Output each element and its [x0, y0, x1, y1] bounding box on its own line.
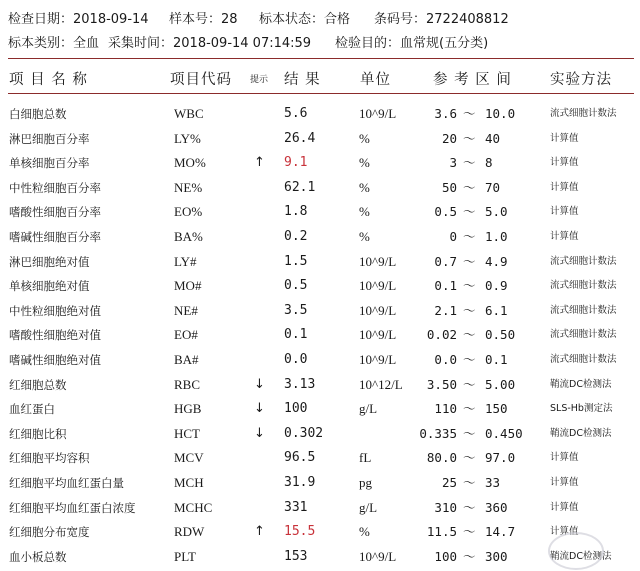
ref-low: 2.1 [434, 302, 457, 318]
ref-low: 0.5 [434, 204, 457, 220]
item-code: MO# [174, 278, 202, 294]
item-name: 中性粒细胞百分率 [9, 180, 101, 195]
test-method: 计算值 [550, 181, 579, 193]
unit: 10^9/L [359, 352, 397, 367]
column-header-unit: 单位 [360, 72, 391, 88]
table-row [0, 520, 640, 544]
item-code: HGB [174, 401, 202, 417]
table-row [0, 200, 640, 224]
item-name: 嗜酸性细胞百分率 [9, 205, 101, 220]
ref-low: 3.6 [434, 106, 457, 121]
table-row [0, 250, 640, 274]
test-method: 鞘流DC检测法 [550, 378, 612, 390]
result-value: 0.0 [284, 352, 308, 367]
header-field: 条码号：2722408812 [374, 12, 509, 27]
item-name: 单核细胞百分率 [9, 156, 90, 171]
result-value: 3.13 [284, 376, 316, 392]
ref-high: 5.00 [485, 376, 516, 392]
item-name: 红细胞分布宽度 [9, 525, 90, 540]
item-code: LY% [174, 130, 201, 146]
test-method: 鞘流DC检测法 [550, 550, 612, 562]
unit: % [359, 179, 370, 195]
item-code: WBC [174, 106, 204, 121]
test-method: 计算值 [550, 526, 579, 538]
result-value: 0.5 [284, 278, 308, 294]
test-method: 计算值 [550, 477, 579, 488]
unit: g/L [359, 499, 378, 515]
table-row [0, 397, 640, 421]
ref-separator: ～ [463, 327, 476, 343]
ref-low: 310 [434, 499, 457, 515]
table-row [0, 176, 640, 200]
ref-low: 3 [449, 155, 457, 171]
result-value: 153 [284, 548, 308, 564]
test-method: SLS-Hb测定法 [550, 403, 613, 415]
ref-low: 100 [434, 548, 457, 564]
unit: 10^9/L [359, 253, 397, 269]
item-code: EO% [174, 204, 203, 220]
ref-separator: ～ [463, 548, 476, 564]
item-name: 血红蛋白 [9, 402, 55, 417]
item-code: MCHC [174, 499, 213, 515]
item-code: MCV [174, 450, 204, 466]
table-row [0, 127, 640, 151]
unit: 10^9/L [359, 327, 397, 343]
item-name: 红细胞总数 [9, 377, 67, 392]
ref-low: 3.50 [426, 376, 457, 392]
result-value: 96.5 [284, 450, 316, 466]
unit: % [359, 155, 370, 171]
column-header-reference: 参 考 区 间 [433, 72, 512, 88]
ref-high: 150 [485, 401, 508, 417]
abnormal-flag: ↓ [254, 376, 265, 392]
test-method: 流式细胞计数法 [550, 354, 617, 365]
ref-high: 40 [485, 130, 501, 146]
item-code: LY# [174, 253, 197, 269]
ref-separator: ～ [463, 302, 476, 318]
watermark-logo [548, 532, 604, 570]
test-method: 计算值 [550, 501, 579, 513]
ref-separator: ～ [463, 155, 476, 171]
ref-high: 10.0 [485, 106, 516, 121]
ref-high: 1.0 [485, 229, 508, 244]
abnormal-flag: ↓ [254, 401, 265, 417]
ref-low: 50 [441, 179, 457, 195]
column-header-flag: 提示 [250, 75, 269, 85]
ref-low: 11.5 [426, 524, 457, 540]
ref-separator: ～ [463, 352, 476, 367]
unit: % [359, 229, 370, 244]
table-row [0, 274, 640, 298]
column-header-name: 项 目 名 称 [9, 72, 88, 88]
table-row [0, 323, 640, 347]
item-code: NE# [174, 302, 198, 318]
table-row [0, 225, 640, 249]
result-value: 26.4 [284, 130, 316, 146]
ref-low: 80.0 [426, 450, 457, 466]
table-row [0, 151, 640, 175]
item-name: 淋巴细胞绝对值 [9, 254, 90, 269]
test-method: 流式细胞计数法 [550, 304, 617, 316]
result-value: 100 [284, 401, 308, 417]
ref-high: 5.0 [485, 204, 508, 220]
item-code: RBC [174, 376, 201, 392]
item-code: EO# [174, 327, 198, 343]
item-name: 中性粒细胞绝对值 [9, 303, 101, 318]
ref-separator: ～ [463, 376, 476, 392]
item-name: 红细胞平均血红蛋白浓度 [9, 500, 136, 515]
result-value: 62.1 [284, 179, 316, 195]
ref-high: 33 [485, 475, 501, 490]
table-row [0, 446, 640, 470]
test-method: 流式细胞计数法 [550, 255, 617, 267]
abnormal-flag: ↑ [254, 155, 265, 171]
unit: fL [359, 450, 372, 466]
ref-high: 97.0 [485, 450, 516, 466]
item-code: MO% [174, 155, 206, 171]
ref-separator: ～ [463, 475, 476, 490]
item-code: RDW [174, 524, 205, 540]
table-row [0, 545, 640, 569]
ref-high: 6.1 [485, 302, 508, 318]
header-field: 检验目的：血常规(五分类) [335, 36, 489, 51]
unit: % [359, 524, 370, 540]
ref-separator: ～ [463, 179, 476, 195]
table-row [0, 102, 640, 126]
result-value: 31.9 [284, 475, 316, 490]
ref-high: 8 [485, 155, 493, 171]
ref-low: 0.1 [434, 278, 457, 294]
unit: 10^9/L [359, 548, 397, 564]
result-value: 5.6 [284, 106, 308, 121]
item-name: 嗜碱性细胞绝对值 [9, 353, 101, 367]
ref-high: 14.7 [485, 524, 516, 540]
abnormal-flag: ↓ [254, 425, 265, 441]
ref-high: 300 [485, 548, 508, 564]
test-method: 计算值 [550, 231, 579, 242]
result-value: 0.2 [284, 229, 308, 244]
ref-separator: ～ [463, 499, 476, 515]
result-value: 0.302 [284, 425, 324, 441]
item-name: 淋巴细胞百分率 [9, 131, 90, 146]
ref-separator: ～ [463, 130, 476, 146]
result-value: 1.8 [284, 204, 308, 220]
unit: g/L [359, 401, 378, 417]
ref-low: 110 [434, 401, 457, 417]
item-name: 嗜碱性细胞百分率 [9, 230, 101, 244]
ref-low: 0.7 [434, 253, 457, 269]
test-method: 流式细胞计数法 [550, 108, 617, 119]
column-header-method: 实验方法 [550, 72, 612, 88]
test-method: 计算值 [550, 157, 579, 169]
unit: 10^9/L [359, 278, 397, 294]
ref-high: 0.1 [485, 352, 508, 367]
unit: 10^12/L [359, 376, 403, 392]
test-method: 计算值 [550, 132, 579, 144]
table-row [0, 471, 640, 495]
ref-high: 0.450 [485, 425, 523, 441]
result-value: 331 [284, 499, 308, 515]
ref-low: 25 [441, 475, 457, 490]
ref-high: 0.50 [485, 327, 516, 343]
test-method: 计算值 [550, 452, 579, 464]
test-method: 流式细胞计数法 [550, 329, 617, 341]
header-field: 标本类别：全血 [8, 36, 100, 51]
ref-separator: ～ [463, 401, 476, 417]
ref-separator: ～ [463, 524, 476, 540]
column-header-result: 结 果 [284, 72, 321, 88]
ref-low: 0 [449, 229, 457, 244]
ref-separator: ～ [463, 204, 476, 220]
header-field: 检查日期：2018-09-14 [8, 12, 149, 27]
item-code: PLT [174, 548, 196, 564]
ref-separator: ～ [463, 253, 476, 269]
ref-separator: ～ [463, 278, 476, 294]
ref-high: 0.9 [485, 278, 508, 294]
test-method: 计算值 [550, 206, 579, 218]
test-method: 鞘流DC检测法 [550, 427, 612, 439]
table-row [0, 299, 640, 323]
header-divider-top [8, 58, 634, 59]
ref-high: 360 [485, 499, 508, 515]
ref-low: 20 [441, 130, 457, 146]
column-header-code: 项目代码 [170, 72, 232, 88]
table-row [0, 373, 640, 397]
item-code: BA% [174, 229, 203, 244]
ref-separator: ～ [463, 106, 476, 121]
table-row [0, 496, 640, 520]
item-name: 血小板总数 [9, 549, 67, 564]
result-value: 1.5 [284, 253, 308, 269]
item-code: NE% [174, 179, 203, 195]
item-name: 白细胞总数 [9, 107, 67, 121]
ref-high: 4.9 [485, 253, 508, 269]
result-value: 9.1 [284, 155, 308, 171]
unit: % [359, 204, 370, 220]
item-code: HCT [174, 425, 200, 441]
header-field: 标本状态：合格 [259, 12, 351, 27]
ref-separator: ～ [463, 229, 476, 244]
unit: pg [359, 475, 372, 490]
ref-separator: ～ [463, 425, 476, 441]
ref-low: 0.02 [426, 327, 457, 343]
unit: 10^9/L [359, 106, 397, 121]
test-method: 流式细胞计数法 [550, 280, 617, 292]
ref-low: 0.0 [434, 352, 457, 367]
ref-separator: ～ [463, 450, 476, 466]
item-name: 红细胞平均血红蛋白量 [9, 476, 124, 490]
header-field: 样本号：28 [169, 12, 238, 27]
header-field: 采集时间：2018-09-14 07:14:59 [108, 36, 312, 51]
item-name: 嗜酸性细胞绝对值 [9, 328, 101, 343]
table-row [0, 348, 640, 372]
ref-low: 0.335 [419, 425, 457, 441]
unit: % [359, 130, 370, 146]
item-name: 红细胞比积 [9, 426, 67, 441]
item-name: 红细胞平均容积 [9, 451, 90, 466]
item-code: MCH [174, 475, 204, 490]
result-value: 15.5 [284, 524, 316, 540]
table-row [0, 422, 640, 446]
ref-high: 70 [485, 179, 501, 195]
header-divider-bottom [8, 93, 634, 94]
unit: 10^9/L [359, 302, 397, 318]
item-code: BA# [174, 352, 199, 367]
abnormal-flag: ↑ [254, 524, 265, 540]
result-value: 3.5 [284, 302, 308, 318]
result-value: 0.1 [284, 327, 308, 343]
item-name: 单核细胞绝对值 [9, 279, 90, 294]
